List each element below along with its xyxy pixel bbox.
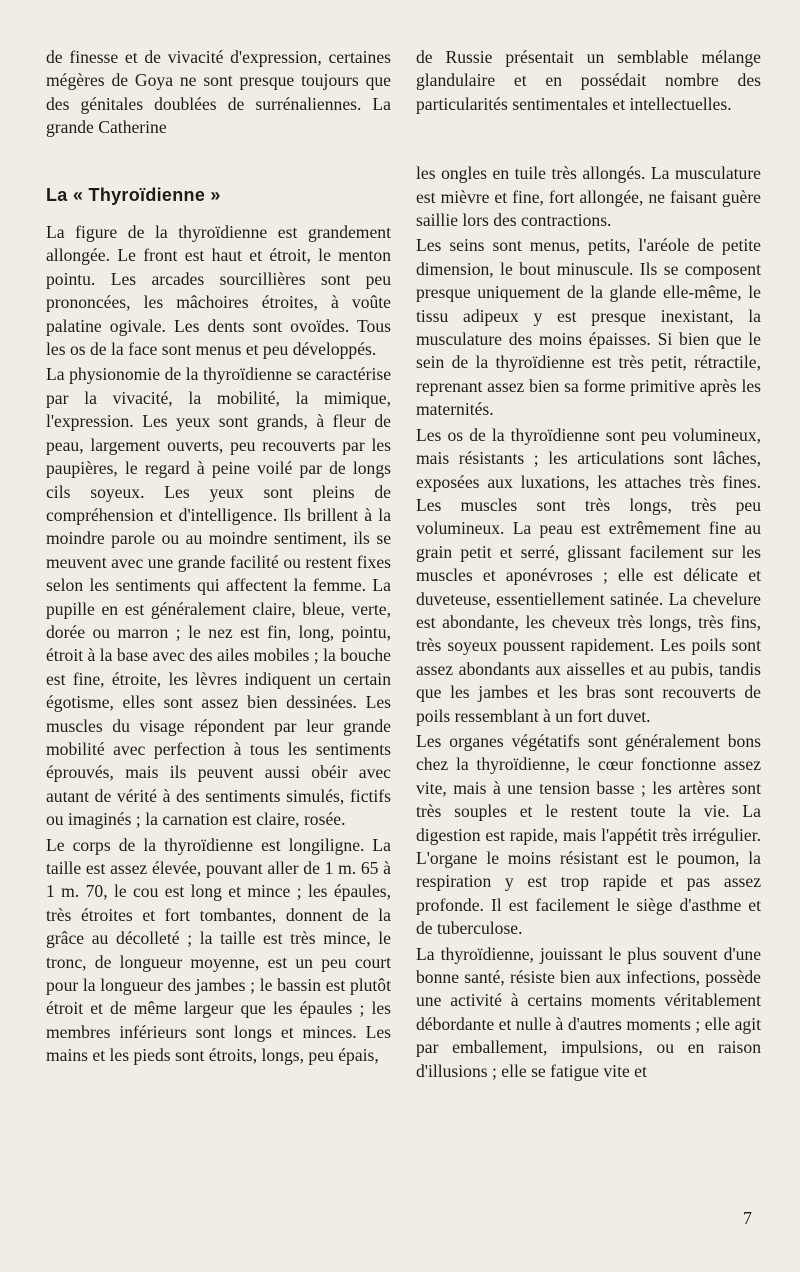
paragraph-physiognomy: La physionomie de la thyroïdienne se caractérise par la vivacité, la mobilité, la mimique, l'expression. Les yeux sont grands, à fleur de peau, largement ouverts, peu recouverts par les paupières, le regard à peine voilé par de longs cils soyeux. Les yeux sont pleins de compréhension et d'intelligence. Ils brillent à la moindre parole ou au moindre sentiment, ils se meuvent avec une grande facilité ou restent fixes selon les sentiments qui affectent la femme. La pupille en est généralement claire, bleue, verte, dorée ou marron ; le nez est fin, long, pointu, étroit à la base avec des ailes mobiles ; la bouche est fine, étroite, les lèvres indiquent un certain égotisme, elles sont assez bien dessinées. Les muscles du visage répondent par leur grande mobilité avec perfection à tous les sentiments éprouvés, mais ils peuvent aussi obéir avec autant de vérité à des sentiments simulés, fictifs ou imaginés ; la carnation est claire, rosée. (46, 364, 391, 830)
section-heading: La « Thyroïdienne » (46, 184, 221, 205)
paragraph-organs: Les organes végétatifs sont généralement bons chez la thyroïdienne, le cœur fonctionne assez vite, mais à une tension basse ; les artères sont très souples et le restent toute la vie. La digestion est rapide, mais l'appétit très irrégulier. L'organe le moins résistant est le poumon, la respiration y est trop rapide et pas assez profonde. Il est facilement le siège d'asthme et de tuberculose. (416, 730, 761, 939)
paragraph-nails-muscles: les ongles en tuile très allongés. La musculature est mièvre et fine, fort allongée, ne faisant guère saillie lors des contractions. (416, 163, 761, 231)
paragraph-face: La figure de la thyroïdienne est grandement allongée. Le front est haut et étroit, le menton pointu. Les arcades sourcillières sont peu prononcées, les mâchoires étroites, à voûte palatine ogivale. Les dents sont ovoïdes. Tous les os de la face sont menus et peu développés. (46, 222, 391, 360)
paragraph-bones-skin: Les os de la thyroïdienne sont peu volumineux, mais résistants ; les articulations sont lâches, exposées aux luxations, les attaches très fines. Les muscles sont très longs, très peu volumineux. La peau est extrêmement fine au grain petit et serré, glissant facilement sur les muscles et aponévroses ; elle est délicate et duveteuse, essentiellement satinée. La chevelure est abondante, les cheveux très longs, très fins, très soyeux poussent rapidement. Les poils sont assez abondants aux aisselles et au pubis, tandis que les jambes et les bras sont recouverts de poils ressemblant à un fort duvet. (416, 424, 761, 726)
right-intro-paragraph: de Russie présentait un semblable mélange glandulaire et en possédait nombre des particularités sentimentales et intellectuelles. (416, 47, 761, 114)
left-intro-paragraph: de finesse et de vivacité d'expression, certaines mégères de Goya ne sont presque toujours que des génitales doublées de surrénaliennes. La grande Catherine (46, 47, 391, 138)
paragraph-body: Le corps de la thyroïdienne est longiligne. La taille est assez élevée, pouvant aller de 1 m. 65 à 1 m. 70, le cou est long et mince ; les épaules, très étroites et fort tombantes, donnent de la grâce au décolleté ; la taille est très mince, le tronc, de longueur moyenne, est un peu court pour la longueur des jambes ; le bassin est plutôt étroit et de même largeur que les épaules ; les membres inférieurs sont longs et minces. Les mains et les pieds sont étroits, longs, peu épais, (46, 834, 391, 1066)
column-gap (416, 116, 761, 162)
paragraph-health: La thyroïdienne, jouissant le plus souvent d'une bonne santé, résiste bien aux infections, possède une activité à certains moments véritablement débordante et nulle à d'autres moments ; elle agit par emballement, impulsions, ou en raison d'illusions ; elle se fatigue vite et (416, 943, 761, 1081)
right-column (416, 46, 761, 1083)
page-number: 7 (743, 1208, 752, 1228)
paragraph-breasts: Les seins sont menus, petits, l'aréole de petite dimension, le bout minuscule. Ils se composent presque uniquement de la glande elle-même, le tissu adipeux y est presque inexistant, la musculature des moins épaisses. Si bien que le sein de la thyroïdienne est très petit, rétractile, reprenant assez bien sa forme primitive après les maternités. (416, 235, 761, 420)
left-column (46, 46, 391, 1068)
